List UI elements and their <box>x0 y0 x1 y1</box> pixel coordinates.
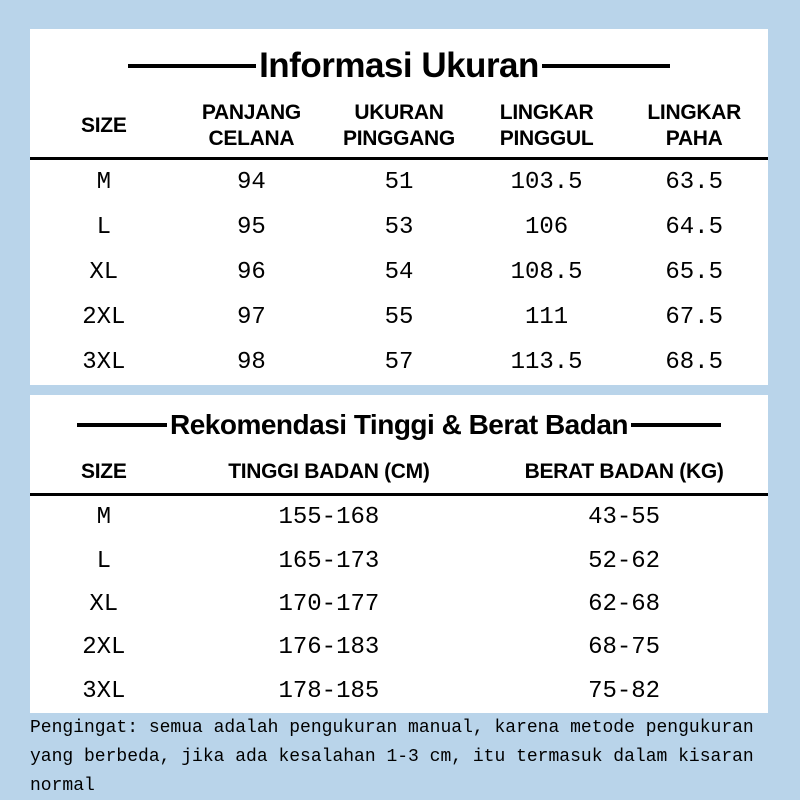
ukuran-pinggang-cell: 57 <box>384 349 414 376</box>
size-cell: 2XL <box>82 634 126 662</box>
lingkar-pinggul-cell: 111 <box>524 304 569 331</box>
panjang-celana-cell: 94 <box>236 169 266 196</box>
panjang-celana-cell: 97 <box>236 304 266 331</box>
lingkar-paha-cell: 68.5 <box>665 349 723 376</box>
title-dash-left <box>128 64 256 68</box>
berat-badan-cell: 75-82 <box>588 677 661 705</box>
column-header-tinggi-badan: TINGGI BADAN (CM) <box>228 460 430 484</box>
panjang-celana-cell: 96 <box>236 259 266 286</box>
berat-badan-cell: 43-55 <box>588 504 661 532</box>
tinggi-badan-cell: 165-173 <box>278 547 380 575</box>
column-header-berat-badan: BERAT BADAN (KG) <box>524 460 724 484</box>
size-info-title-row <box>30 45 768 87</box>
ukuran-pinggang-cell: 53 <box>384 214 414 241</box>
size-table-body <box>30 160 768 385</box>
lingkar-paha-cell: 67.5 <box>665 304 723 331</box>
column-header-size: SIZE <box>81 114 127 138</box>
table-row <box>30 539 768 582</box>
size-cell: M <box>96 504 111 532</box>
table-row <box>30 160 768 205</box>
column-header-panjang-celana: PANJANG CELANA <box>201 101 301 150</box>
table-row <box>30 250 768 295</box>
berat-badan-cell: 52-62 <box>588 547 661 575</box>
column-header-lingkar-pinggul: LINGKAR PINGGUL <box>499 101 594 150</box>
panjang-celana-cell: 98 <box>236 349 266 376</box>
recommendation-header-row <box>30 451 768 493</box>
size-table-header-row <box>30 95 768 157</box>
berat-badan-cell: 62-68 <box>588 590 661 618</box>
table-row <box>30 626 768 669</box>
size-cell: M <box>96 169 111 196</box>
lingkar-paha-cell: 63.5 <box>665 169 723 196</box>
size-cell: 3XL <box>82 677 126 705</box>
reminder-line: Pengingat: semua adalah pengukuran manual, karena metode pengukuran <box>30 718 754 738</box>
berat-badan-cell: 68-75 <box>588 634 661 662</box>
table-row <box>30 496 768 539</box>
size-cell: L <box>96 547 111 575</box>
table-row <box>30 583 768 626</box>
title-dash-right <box>631 423 721 427</box>
table-row <box>30 205 768 250</box>
lingkar-pinggul-cell: 103.5 <box>510 169 583 196</box>
recommendation-title-row <box>30 407 768 443</box>
ukuran-pinggang-cell: 54 <box>384 259 414 286</box>
size-cell: 2XL <box>82 304 126 331</box>
size-cell: XL <box>89 590 119 618</box>
recommendation-table-body <box>30 496 768 713</box>
panjang-celana-cell: 95 <box>236 214 266 241</box>
reminder-line: normal <box>30 776 95 796</box>
size-cell: 3XL <box>82 349 126 376</box>
lingkar-pinggul-cell: 108.5 <box>510 259 583 286</box>
reminder-line: yang berbeda, jika ada kesalahan 1-3 cm, itu termasuk dalam kisaran <box>30 747 754 767</box>
lingkar-paha-cell: 65.5 <box>665 259 723 286</box>
tinggi-badan-cell: 155-168 <box>278 504 380 532</box>
column-header-lingkar-paha: LINGKAR PAHA <box>647 101 741 150</box>
lingkar-pinggul-cell: 113.5 <box>510 349 583 376</box>
tinggi-badan-cell: 176-183 <box>278 634 380 662</box>
title-dash-right <box>542 64 670 68</box>
ukuran-pinggang-cell: 51 <box>384 169 414 196</box>
tinggi-badan-cell: 170-177 <box>278 590 380 618</box>
recommendation-title: Rekomendasi Tinggi & Berat Badan <box>169 409 629 440</box>
column-header-ukuran-pinggang: UKURAN PINGGANG <box>343 101 455 150</box>
table-row <box>30 670 768 713</box>
ukuran-pinggang-cell: 55 <box>384 304 414 331</box>
tinggi-badan-cell: 178-185 <box>278 677 380 705</box>
table-row <box>30 340 768 385</box>
size-info-panel <box>30 29 768 385</box>
size-cell: XL <box>89 259 119 286</box>
size-info-title: Informasi Ukuran <box>259 46 539 85</box>
lingkar-pinggul-cell: 106 <box>524 214 569 241</box>
reminder-note <box>30 714 775 800</box>
table-row <box>30 295 768 340</box>
size-cell: L <box>96 214 111 241</box>
column-header-size: SIZE <box>81 460 127 484</box>
height-weight-panel <box>30 395 768 713</box>
lingkar-paha-cell: 64.5 <box>665 214 723 241</box>
title-dash-left <box>77 423 167 427</box>
